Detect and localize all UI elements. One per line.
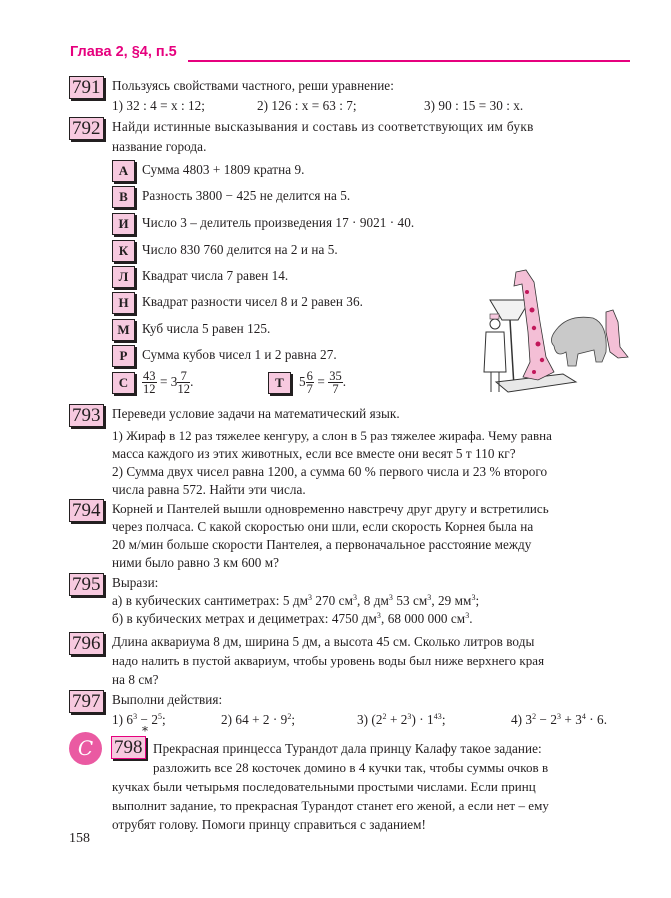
task-793-line-1: 1) Жираф в 12 раз тяжелее кенгуру, а слон в 5 раз тяжелее жирафа. Чему равна bbox=[112, 428, 553, 443]
numerator: 7 bbox=[177, 370, 190, 383]
expr-part: ; bbox=[162, 712, 166, 727]
part-a-label: а) в кубических сантиметрах: bbox=[112, 593, 280, 608]
expr-part: ; bbox=[441, 712, 446, 727]
statement-letter-r: Р bbox=[112, 345, 135, 367]
task-number-797: 797 bbox=[69, 690, 104, 713]
statement-text-k: Число 830 760 делится на 2 и на 5. bbox=[142, 242, 338, 257]
task-792-text-line-1: Найди истинные высказывания и составь из соответствующих им букв bbox=[112, 119, 534, 134]
kangaroo-figure bbox=[606, 310, 628, 358]
numerator: 35 bbox=[329, 369, 342, 384]
value: 8 дм bbox=[363, 593, 389, 608]
creative-task-badge-icon: C bbox=[69, 732, 102, 765]
task-794-line-3: 20 м/мин больше скорости Пантелея, а первоначальное расстояние между bbox=[112, 537, 532, 552]
task-796-line-2: надо налить в пустой аквариум, чтобы уровень воды был ниже верхнего края bbox=[112, 653, 545, 668]
task-792-text-line-2: название города. bbox=[112, 139, 207, 154]
task-794-line-1: Корней и Пантелей вышли одновременно навстречу друг другу и встретились bbox=[112, 501, 549, 516]
statement-text-a: Сумма 4803 + 1809 кратна 9. bbox=[142, 162, 305, 177]
task-791-item-1: 1) 32 : 4 = x : 12; bbox=[112, 98, 206, 113]
chapter-header bbox=[70, 44, 630, 64]
task-797-text: Выполни действия: bbox=[112, 692, 223, 707]
expr-part: 4) 3 bbox=[511, 712, 533, 727]
expr-part: ; bbox=[291, 712, 296, 727]
value: 29 мм bbox=[438, 593, 472, 608]
exponent: 43 bbox=[433, 712, 442, 721]
numerator: 6 bbox=[306, 369, 313, 384]
task-793-text: Переведи условие задачи на математический язык. bbox=[112, 406, 400, 421]
statement-letter-a: А bbox=[112, 160, 135, 182]
expr-part: 2) 64 + 2 · 9 bbox=[221, 712, 288, 727]
task-798-line-2: разложить все 28 косточек домино в 4 кучки так, чтобы суммы очков в bbox=[153, 760, 549, 775]
task-number-793: 793 bbox=[69, 404, 104, 427]
task-791-item-3: 3) 90 : 15 = 30 : x. bbox=[424, 98, 524, 113]
denominator: 12 bbox=[143, 382, 156, 397]
exponent: 3 bbox=[407, 712, 412, 721]
statement-text-m: Куб числа 5 равен 125. bbox=[142, 321, 271, 336]
part-b-label: б) в кубических метрах и дециметрах: bbox=[112, 611, 329, 626]
equals-whole: = 3 bbox=[159, 374, 178, 389]
header-rule bbox=[188, 60, 630, 62]
task-796-line-1: Длина аквариума 8 дм, ширина 5 дм, а высота 45 см. Сколько литров воды bbox=[112, 634, 535, 649]
period: . bbox=[190, 374, 194, 389]
denominator: 12 bbox=[177, 382, 191, 397]
expr-part: · 6. bbox=[585, 712, 608, 727]
task-795-line-b: б) в кубических метрах и дециметрах: 4750 $дм^3$, 68 000 000 $см^3$. bbox=[112, 611, 473, 626]
statement-fraction-t bbox=[299, 368, 346, 396]
exponent: 3 bbox=[465, 611, 470, 620]
task-798-line-4: выполнит задание, то прекрасная Турандот станет его женой, а если нет – ему bbox=[112, 798, 549, 813]
page-number: 158 bbox=[69, 831, 90, 846]
fraction bbox=[306, 370, 314, 395]
statement-letter-i: И bbox=[112, 213, 135, 235]
value: 4750 дм bbox=[331, 611, 377, 626]
task-798-line-1: Прекрасная принцесса Турандот дала принцу Калафу такое задание: bbox=[153, 741, 542, 756]
task-number-796: 796 bbox=[69, 632, 104, 655]
statement-letter-t: Т bbox=[268, 372, 291, 394]
exponent: 3 bbox=[133, 712, 138, 721]
expr-part: 3) (2 bbox=[357, 712, 383, 727]
exponent: 2 bbox=[382, 712, 387, 721]
numerator: 43 bbox=[143, 369, 156, 384]
exponent: 2 bbox=[287, 712, 292, 721]
exponent: 3 bbox=[388, 593, 393, 602]
period: . bbox=[342, 374, 347, 389]
statement-text-v: Разность 3800 − 425 не делится на 5. bbox=[142, 188, 351, 203]
expr-part: + 2 bbox=[386, 712, 408, 727]
fraction bbox=[142, 370, 157, 395]
task-798-line-3: кучках были четырьмя последовательными простыми числами. Если принц bbox=[112, 779, 536, 794]
value: 270 см bbox=[312, 593, 353, 608]
exponent: 3 bbox=[427, 593, 432, 602]
exponent: 3 bbox=[471, 593, 476, 602]
statement-text-r: Сумма кубов чисел 1 и 2 равна 27. bbox=[142, 347, 337, 362]
exponent: 4 bbox=[581, 712, 586, 721]
statement-text-n: Квадрат разности чисел 8 и 2 равен 36. bbox=[142, 294, 363, 309]
whole-part: 5 bbox=[299, 374, 306, 389]
task-796-line-3: на 8 см? bbox=[112, 672, 159, 687]
exponent: 2 bbox=[532, 712, 537, 721]
task-793-line-3: 2) Сумма двух чисел равна 1200, а сумма 60 % первого числа и 23 % второго bbox=[112, 464, 548, 479]
equals: = bbox=[317, 374, 325, 389]
statement-fraction-s bbox=[142, 368, 193, 396]
statement-letter-v: В bbox=[112, 186, 135, 208]
statement-letter-l: Л bbox=[112, 266, 135, 288]
expr-part: + 3 bbox=[561, 712, 582, 727]
statement-letter-s: С bbox=[112, 372, 135, 394]
task-794-line-2: через полчаса. С какой скоростью они шли, если скорость Корнея была на bbox=[112, 519, 534, 534]
punct: . bbox=[469, 611, 473, 626]
task-793-line-4: числа равна 572. Найти эти числа. bbox=[112, 482, 306, 497]
task-797-expr-2 bbox=[221, 710, 295, 730]
task-number-795: 795 bbox=[69, 573, 104, 596]
task-794-line-4: ними было равно 3 км 600 м? bbox=[112, 555, 280, 570]
value: 53 см bbox=[392, 593, 428, 608]
elephant-figure bbox=[551, 317, 606, 366]
task-791-text: Пользуясь свойствами частного, реши уравнение: bbox=[112, 78, 394, 93]
fraction bbox=[328, 370, 343, 395]
expr-part: 1) 6 bbox=[112, 712, 134, 727]
value: 68 000 000 см bbox=[387, 611, 466, 626]
denominator: 7 bbox=[332, 382, 339, 397]
task-number-791: 791 bbox=[69, 76, 104, 99]
task-797-expr-3 bbox=[357, 710, 446, 730]
punct: ; bbox=[475, 593, 480, 608]
exponent: 3 bbox=[307, 593, 313, 602]
statement-letter-k: К bbox=[112, 240, 135, 262]
expr-part: − 2 bbox=[536, 712, 557, 727]
chapter-title: Глава 2, §4, п.5 bbox=[70, 44, 177, 60]
denominator: 7 bbox=[306, 382, 313, 397]
task-795-line-a: а) в кубических сантиметрах: 5 $дм^3$ 270 $см^3$, 8 $дм^3$ 53 $см^3$, 29 $мм^3$; bbox=[112, 593, 480, 608]
exponent: 3 bbox=[556, 712, 562, 721]
value: 5 дм bbox=[282, 593, 308, 608]
statement-text-i: Число 3 – делитель произведения 17 · 9021 · 40. bbox=[142, 215, 415, 230]
statement-letter-m: М bbox=[112, 319, 135, 341]
animals-on-scale-illustration bbox=[468, 262, 633, 402]
difficulty-star-icon: * bbox=[142, 724, 148, 738]
exponent: 3 bbox=[352, 593, 358, 602]
expr-part: ) · 1 bbox=[411, 712, 434, 727]
task-793-line-2: масса каждого из этих животных, если все вместе они весят 5 т 110 кг? bbox=[112, 446, 516, 461]
task-798-line-5: отрубят голову. Помоги принцу справиться с заданием! bbox=[112, 817, 427, 832]
expr-part: − 2 bbox=[137, 712, 158, 727]
fraction bbox=[177, 370, 190, 395]
giraffe-figure bbox=[514, 270, 554, 380]
task-791-item-2: 2) 126 : x = 63 : 7; bbox=[257, 98, 357, 113]
task-797-expr-1 bbox=[112, 710, 166, 730]
statement-text-l: Квадрат числа 7 равен 14. bbox=[142, 268, 289, 283]
task-795-text: Вырази: bbox=[112, 575, 159, 590]
exponent: 3 bbox=[376, 611, 381, 620]
statement-letter-n: Н bbox=[112, 292, 135, 314]
doctor-figure bbox=[484, 314, 506, 392]
task-number-792: 792 bbox=[69, 117, 104, 140]
task-number-794: 794 bbox=[69, 499, 104, 522]
exponent: 5 bbox=[157, 712, 163, 721]
task-number-798: 798 bbox=[111, 736, 146, 759]
task-797-expr-4 bbox=[511, 710, 607, 730]
